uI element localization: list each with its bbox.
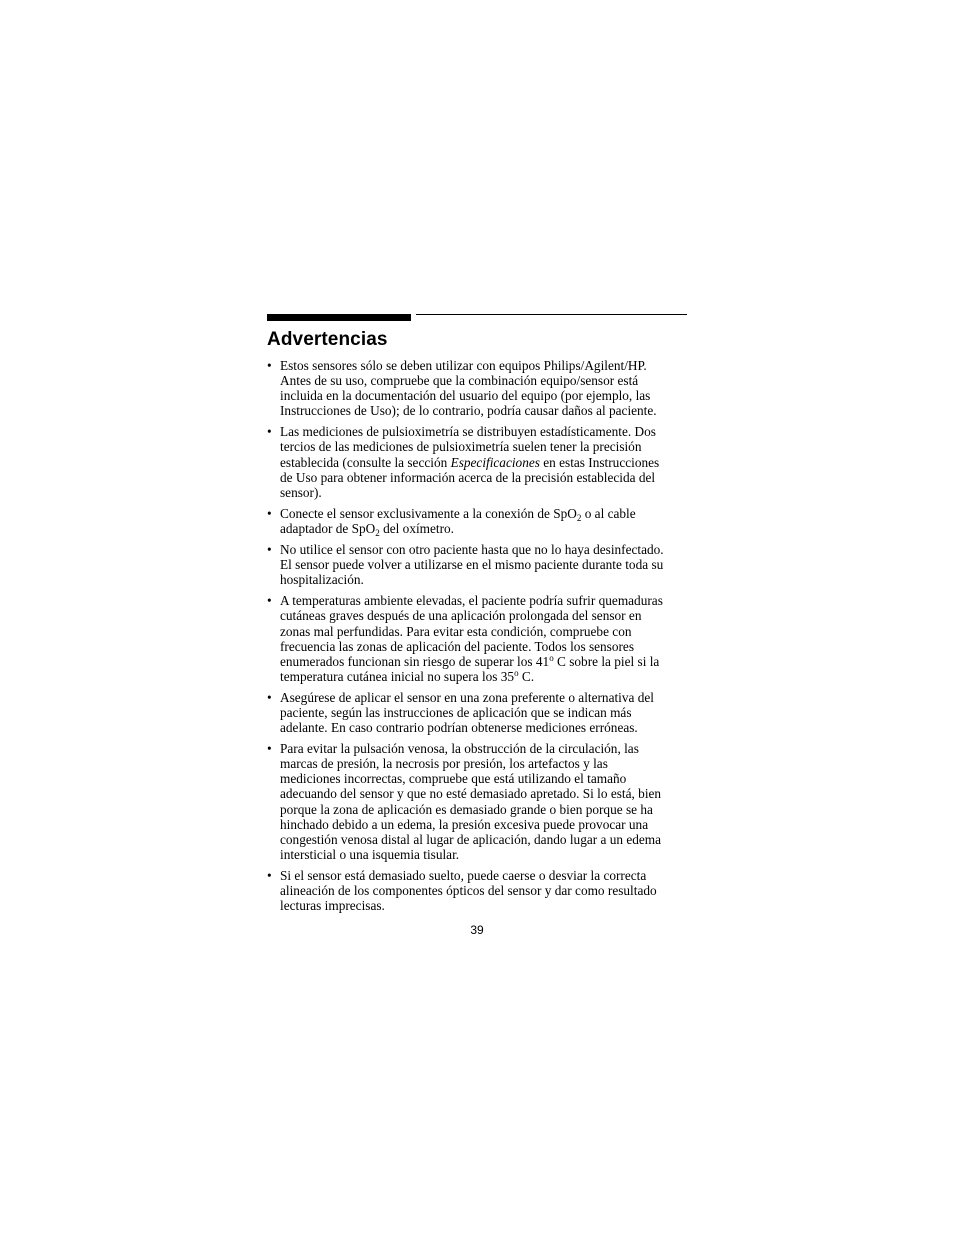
warning-text-line: lecturas imprecisas. xyxy=(280,898,385,914)
warning-text-line: sensor). xyxy=(280,484,322,500)
warning-text-segment: C sobre la piel si la xyxy=(553,653,660,669)
warning-text-segment: adaptador de SpO xyxy=(280,520,376,536)
warning-item xyxy=(267,868,691,913)
warning-text-line: alineación de los componentes ópticos del sensor y dar como resultado xyxy=(280,883,657,898)
warning-text-line: Estos sensores sólo se deben utilizar con equipos Philips/Agilent/HP. xyxy=(280,358,647,373)
section-rule-thick xyxy=(267,314,411,321)
subscript: 2 xyxy=(576,512,582,523)
warning-text-line: Las mediciones de pulsioximetría se distribuyen estadísticamente. Dos xyxy=(280,424,656,440)
warning-text-line: hospitalización. xyxy=(280,572,364,588)
bullet-icon: • xyxy=(267,867,272,883)
warning-text-line: Asegúrese de aplicar el sensor en una zona preferente o alternativa del xyxy=(280,689,654,705)
warning-text-line: Instrucciones de Uso); de lo contrario, podría causar daños al paciente. xyxy=(280,403,657,419)
warning-text-line: congestión venosa distal al lugar de aplicación, dando lugar a un edema xyxy=(280,831,662,847)
subscript: 2 xyxy=(375,527,380,538)
warning-item xyxy=(267,690,691,735)
section-rule-thin xyxy=(416,314,687,315)
warning-text-line: tercios de las mediciones de pulsioximetría suelen tener la precisión xyxy=(280,439,642,455)
warning-text-segment: del oxímetro. xyxy=(379,520,455,536)
bullet-icon: • xyxy=(267,505,272,521)
warning-text-line: paciente, según las instrucciones de aplicación que se indican más xyxy=(280,704,632,720)
warning-text-line: hinchado debido a un edema, la presión excesiva puede provocar una xyxy=(280,816,649,832)
warning-text-line: zonas mal perfundidas. Para evitar esta condición, compruebe con xyxy=(280,623,632,639)
warning-text-segment: temperatura cutánea inicial no supera los 35 xyxy=(280,668,515,684)
bullet-icon: • xyxy=(267,741,272,757)
degree-superscript: o xyxy=(514,667,519,678)
warning-item xyxy=(267,593,691,684)
warning-text-line: Antes de su uso, compruebe que la combinación equipo/sensor está xyxy=(280,373,639,389)
warning-item xyxy=(267,424,691,499)
warning-text-line: incluida en la documentación del usuario del equipo (por ejemplo, las xyxy=(280,388,651,404)
specifications-reference: Especificaciones xyxy=(450,454,540,470)
warning-text-line: No utilice el sensor con otro paciente hasta que no lo haya desinfectado. xyxy=(280,542,664,558)
warning-text-segment: enumerados funcionan sin riesgo de superar los 41 xyxy=(280,653,550,669)
degree-superscript: o xyxy=(549,652,554,663)
bullet-icon: • xyxy=(267,542,272,558)
warning-item xyxy=(267,506,691,536)
warning-text-line xyxy=(280,455,691,470)
warning-text-line: Si el sensor está demasiado suelto, puede caerse o desviar la correcta xyxy=(280,867,647,883)
section-heading: Advertencias xyxy=(267,329,388,350)
warning-text-line: adecuando del sensor y que no esté demasiado apretado. Si lo está, bien xyxy=(280,786,662,802)
warning-text-line xyxy=(280,654,691,669)
warning-text-line: frecuencia las zonas de aplicación del paciente. Todos los sensores xyxy=(280,638,635,654)
warning-text-line: mediciones incorrectas, compruebe que está utilizando el tamaño xyxy=(280,771,627,787)
warning-text-line: A temperaturas ambiente elevadas, el paciente podría sufrir quemaduras xyxy=(280,593,663,609)
warning-text-line xyxy=(280,506,691,521)
warning-item xyxy=(267,741,691,862)
warning-text-line: de Uso para obtener información acerca de la precisión establecida del xyxy=(280,469,656,485)
warning-text-line xyxy=(280,521,691,536)
warning-text-line: cutáneas graves después de una aplicación prolongada del sensor en xyxy=(280,608,642,624)
warning-text-line: porque la zona de aplicación es demasiado grande o bien porque se ha xyxy=(280,801,653,817)
bullet-icon: • xyxy=(267,424,272,440)
warning-text-segment: Conecte el sensor exclusivamente a la conexión de SpO xyxy=(280,505,577,521)
bullet-icon: • xyxy=(267,593,272,609)
warning-text-line: El sensor puede volver a utilizarse en el mismo paciente durante toda su xyxy=(280,557,664,573)
warning-text-line xyxy=(280,669,691,684)
warning-text-line: intersticial o una isquemia tisular. xyxy=(280,846,460,862)
warning-item xyxy=(267,358,691,418)
warnings-list xyxy=(267,358,691,919)
warning-text-segment: establecida (consulte la sección xyxy=(280,454,451,470)
page-number: 39 xyxy=(470,923,484,937)
warning-text-segment: o al cable xyxy=(581,505,636,521)
warning-text-line: adelante. En caso contrario podrían obtenerse mediciones erróneas. xyxy=(280,720,638,736)
warning-text-segment: C. xyxy=(518,668,535,684)
warning-text-segment: en estas Instrucciones xyxy=(539,454,660,470)
warning-text-line: Para evitar la pulsación venosa, la obstrucción de la circulación, las xyxy=(280,741,639,757)
warning-text-line: marcas de presión, la necrosis por presión, los artefactos y las xyxy=(280,756,608,772)
warning-item xyxy=(267,542,691,587)
bullet-icon: • xyxy=(267,358,272,373)
bullet-icon: • xyxy=(267,689,272,705)
